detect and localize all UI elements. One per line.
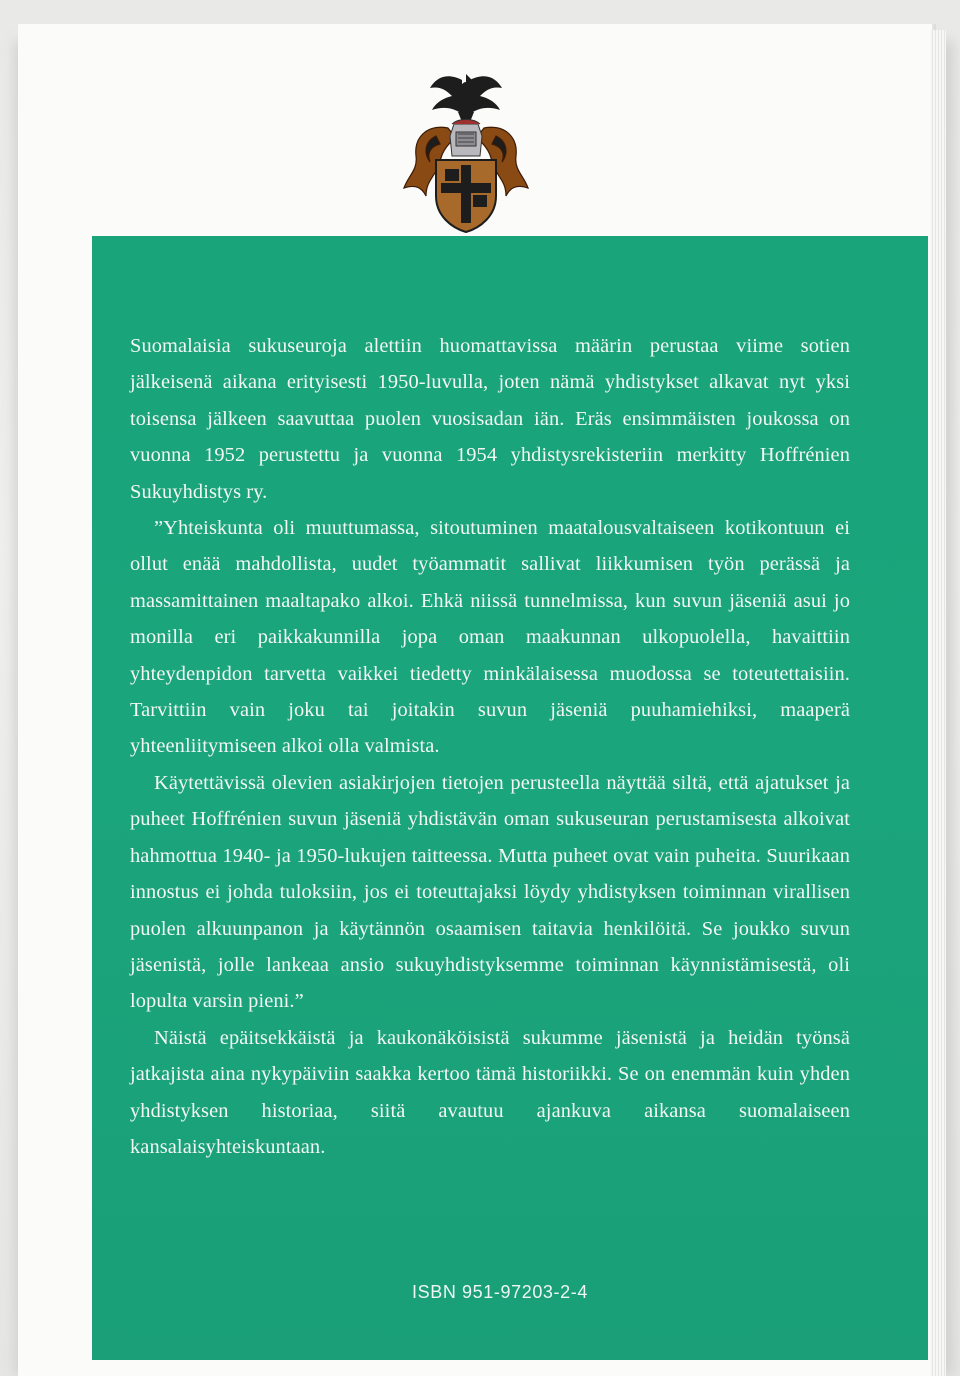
paragraph-3: Käytettävissä olevien asiakirjojen tietojen perusteella näyttää siltä, että ajatukset ja puheet Hoffrénien suvun jäseniä yhdistävän oman sukuseuran perustamisesta alkoivat hahmottua 1940- ja 1950-lukujen taitteessa. Mutta puheet ovat vain puheita. Suurikaan innostus ei johda tuloksiin, jos ei toteuttajaksi löydy yhdistyksen toiminnan virallisen puolen alkuunpanon ja käytännön osaamisen taitavia henkilöitä. Se joukko suvun jäsenistä, jolle lankeaa ansio sukuyhdistyksemme toiminnan käynnistämisestä, oli lopulta varsin pieni.” (130, 771, 850, 1013)
shield (436, 160, 496, 232)
paragraph-4: Näistä epäitsekkäistä ja kaukonäköisistä sukumme jäsenistä ja heidän työnsä jatkajista aina nykypäiviin saakka kertoo tämä historiikki. Se on enemmän kuin yhden yhdistyksen historiaa, siitä avautuu ajankuva aikansa suomalaiseen kansalaisyhteiskuntaan. (130, 1026, 850, 1158)
isbn-number: ISBN 951-97203-2-4 (412, 1282, 588, 1302)
back-cover-text (130, 328, 850, 1165)
coat-of-arms-icon (396, 66, 536, 236)
paragraph-1: Suomalaisia sukuseuroja alettiin huomattavissa määrin perustaa viime sotien jälkeisenä aikana erityisesti 1950-luvulla, joten nämä yhdistykset alkavat nyt yksi toisensa jälkeen saavuttaa puolen vuosisadan iän. Eräs ensimmäisten joukossa on vuonna 1952 perustettu ja vuonna 1954 yhdistysrekisteriin merkitty Hoffrénien Sukuyhdistys ry. (130, 335, 850, 503)
eagle-crest (430, 74, 502, 122)
paragraph-2: ”Yhteiskunta oli muuttumassa, sitoutuminen maatalousvaltaiseen kotikontuun ei ollut enää mahdollista, uudet työammatit sallivat liikkumisen työn perässä ja massamittainen maaltapako alkoi. Ehkä niissä tunnelmissa, kun suvun jäseniä asui jo monilla eri paikkakunnilla jopa oman maakunnan ulkopuolella, havaittiin yhteydenpidon tarvetta vaikkei tiedetty minkälaisessa muodossa se toteutettaisiin. Tarvittiin vain joku tai joitakin suvun jäseniä puuhamiehiksi, maaperä yhteenliitymiseen alkoi olla valmista. (130, 517, 850, 758)
helmet (450, 120, 482, 157)
page-edges (930, 30, 946, 1376)
